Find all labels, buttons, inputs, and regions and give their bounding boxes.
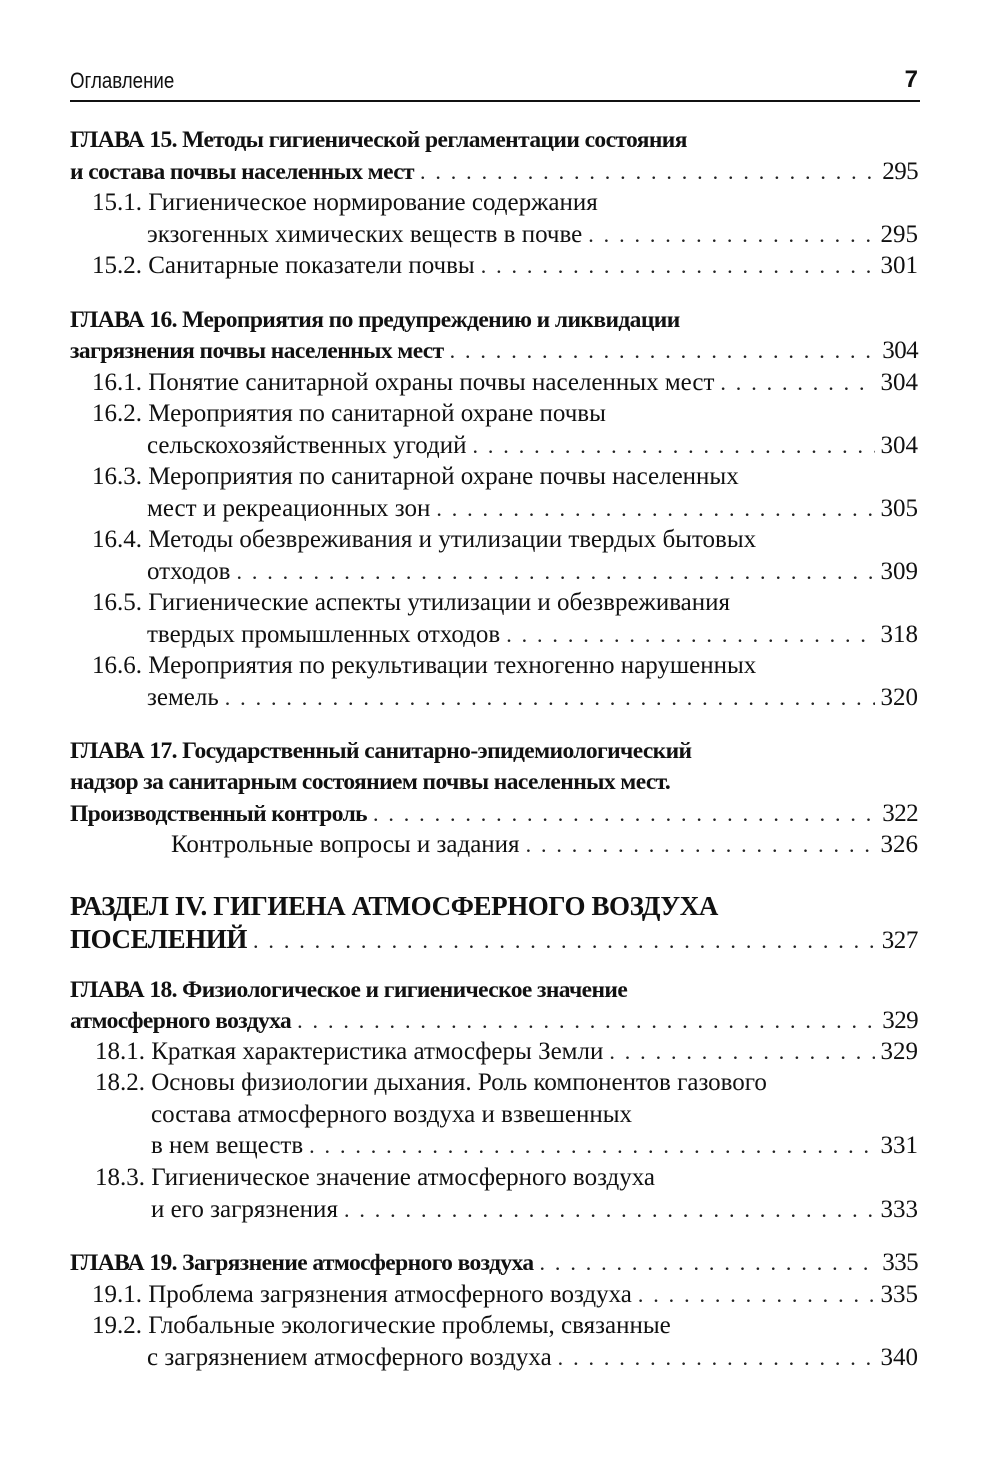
toc-section-19-2-line-2: с загрязнением атмосферного воздуха . . . 340 (70, 1341, 918, 1375)
toc-section-16-5-line-2: твердых промышленных отходов . . . 318 (70, 618, 918, 652)
header-title: Оглавление (70, 68, 175, 93)
toc-page-number: 329 (882, 1007, 918, 1034)
toc-chapter-16-line-2: загрязнения почвы населенных мест . . . 304 (70, 334, 918, 368)
toc-section-18-2-line-1: 18.2. Основы физиологии дыхания. Роль компонентов газового (95, 1069, 767, 1096)
toc-section-18-2-line-3: в нем веществ . . . 331 (70, 1129, 918, 1163)
toc-page-number: 318 (880, 621, 918, 648)
toc-page-number: 305 (880, 495, 918, 522)
toc-section-18-1: 18.1. Краткая характеристика атмосферы Земли . . . 329 (70, 1035, 918, 1069)
toc-page-number: 333 (880, 1196, 918, 1223)
toc-page-number: 304 (880, 432, 918, 459)
toc-chapter-17-line-1: ГЛАВА 17. Государственный санитарно-эпидемиологический (70, 738, 692, 764)
toc-chapter-18-line-2: атмосферного воздуха . . . 329 (70, 1004, 918, 1038)
toc-section-16-6-line-2: земель . . . 320 (70, 681, 918, 715)
toc-chapter-17-line-2: надзор за санитарным состоянием почвы населенных мест. (70, 769, 671, 795)
toc-page-number: 309 (880, 558, 918, 585)
toc-page-number: 335 (882, 1249, 918, 1276)
toc-chapter-15-line-2: и состава почвы населенных мест . . . 295 (70, 155, 918, 189)
toc-page-number: 295 (882, 158, 918, 185)
toc-section-16-4-line-1: 16.4. Методы обезвреживания и утилизации твердых бытовых (92, 526, 757, 553)
toc-page-number: 329 (880, 1038, 918, 1065)
toc-section-18-3-line-2: и его загрязнения . . . 333 (70, 1193, 918, 1227)
toc-chapter-18-line-1: ГЛАВА 18. Физиологическое и гигиеническое значение (70, 977, 628, 1003)
toc-chapter-15-line-1: ГЛАВА 15. Методы гигиенической регламентации состояния (70, 127, 687, 153)
toc-chapter-16-line-1: ГЛАВА 16. Мероприятия по предупреждению и ликвидации (70, 307, 680, 333)
toc-section-16-4-line-2: отходов . . . 309 (70, 555, 918, 589)
toc-part-4-line-2: ПОСЕЛЕНИЙ . . . 327 (70, 922, 918, 956)
toc-section-15-1-line-2: экзогенных химических веществ в почве . . . 295 (70, 218, 918, 252)
toc-section-18-2-line-2: состава атмосферного воздуха и взвешенных (151, 1101, 632, 1128)
toc-part-4-line-1: РАЗДЕЛ IV. ГИГИЕНА АТМОСФЕРНОГО ВОЗДУХА (70, 891, 718, 921)
toc-page-number: 322 (882, 800, 918, 827)
toc-section-18-3-line-1: 18.3. Гигиеническое значение атмосферного воздуха (95, 1164, 655, 1191)
toc-review-questions: Контрольные вопросы и задания . . . 326 (70, 828, 918, 862)
toc-page-number: 340 (880, 1344, 918, 1371)
toc-page-number: 327 (881, 927, 918, 954)
toc-page-number: 304 (880, 369, 918, 396)
toc-page-number: 331 (880, 1132, 918, 1159)
toc-chapter-19: ГЛАВА 19. Загрязнение атмосферного воздуха . . . 335 (70, 1246, 918, 1280)
header-page-number: 7 (904, 66, 918, 93)
toc-section-15-1-line-1: 15.1. Гигиеническое нормирование содержания (92, 189, 598, 216)
toc-page-number: 335 (880, 1281, 918, 1308)
toc-section-16-3-line-2: мест и рекреационных зон . . . 305 (70, 492, 918, 526)
toc-section-16-6-line-1: 16.6. Мероприятия по рекультивации техногенно нарушенных (92, 652, 757, 679)
toc-page-number: 304 (882, 337, 918, 364)
toc-section-16-3-line-1: 16.3. Мероприятия по санитарной охране почвы населенных (92, 463, 739, 490)
toc-section-16-5-line-1: 16.5. Гигиенические аспекты утилизации и обезвреживания (92, 589, 731, 616)
toc-section-15-2: 15.2. Санитарные показатели почвы . . . 301 (70, 249, 918, 283)
toc-chapter-17-line-3: Производственный контроль . . . 322 (70, 797, 918, 831)
toc-page-number: 326 (880, 831, 918, 858)
toc-section-16-2-line-1: 16.2. Мероприятия по санитарной охране почвы (92, 400, 606, 427)
toc-page-number: 301 (880, 252, 918, 279)
toc-section-19-2-line-1: 19.2. Глобальные экологические проблемы, связанные (92, 1312, 671, 1339)
toc-page-number: 295 (880, 221, 918, 248)
toc-section-16-2-line-2: сельскохозяйственных угодий . . . 304 (70, 429, 918, 463)
toc-page-number: 320 (880, 684, 918, 711)
running-header (70, 66, 920, 102)
toc-section-16-1: 16.1. Понятие санитарной охраны почвы населенных мест . . . 304 (70, 366, 918, 400)
toc-section-19-1: 19.1. Проблема загрязнения атмосферного воздуха . . . 335 (70, 1278, 918, 1312)
